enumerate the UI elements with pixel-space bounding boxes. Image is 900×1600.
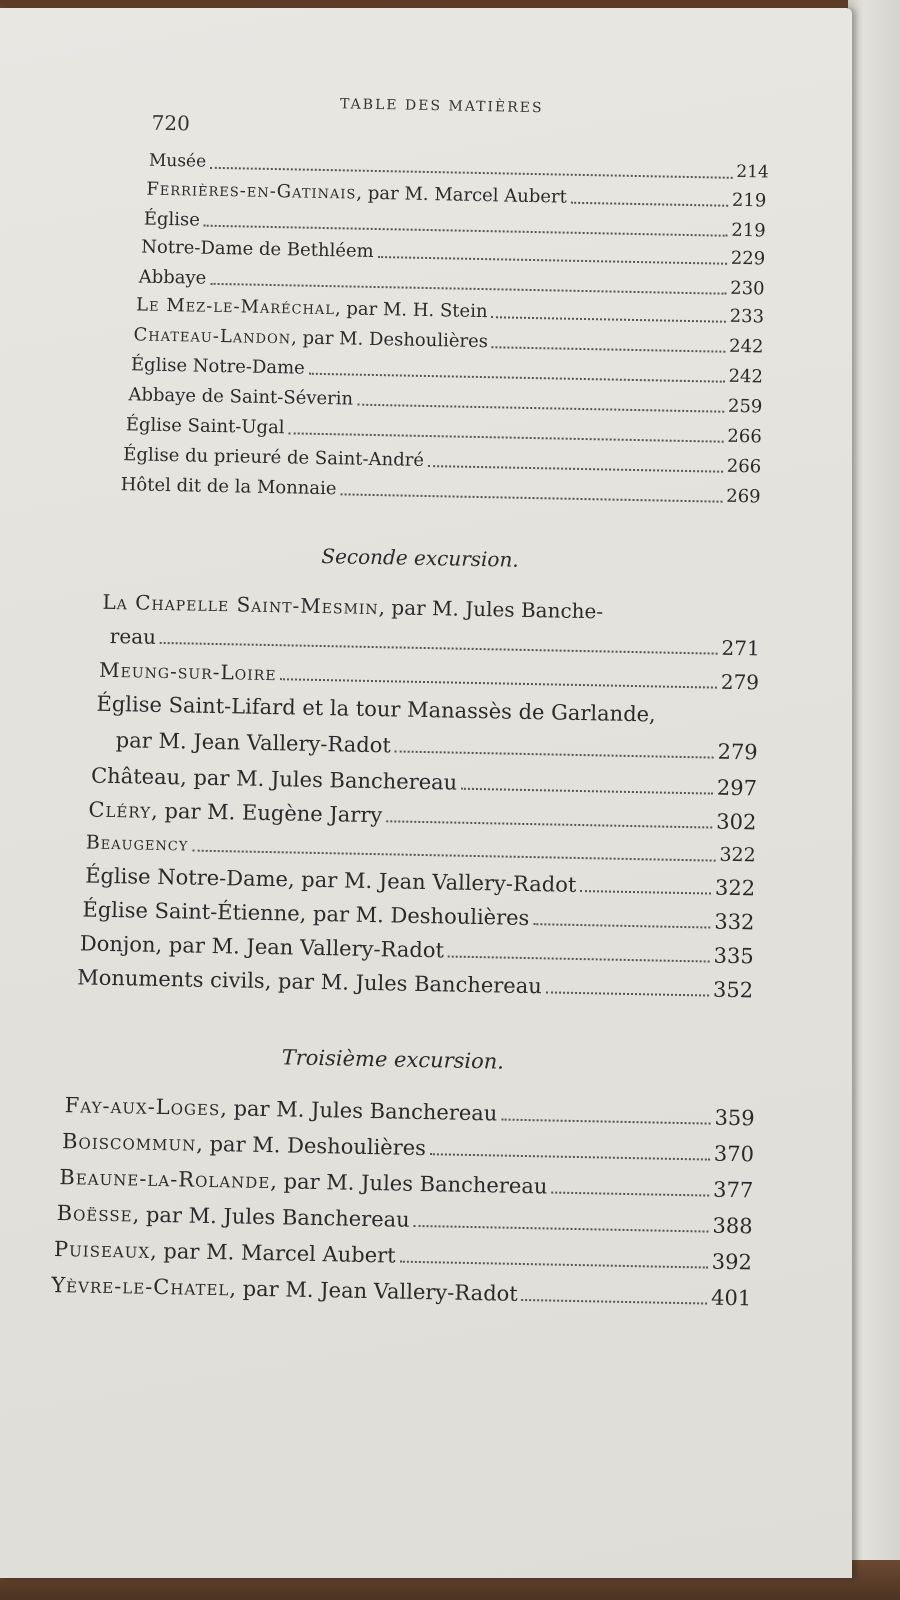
toc-entry-label: Église Notre-Dame <box>130 354 306 379</box>
toc-entry-label: Notre-Dame de Bethléem <box>141 236 374 262</box>
toc-entry-page: 279 <box>717 739 758 765</box>
toc-entry-page: 259 <box>727 395 763 418</box>
leader-dots <box>340 492 722 502</box>
toc-entry-page: 302 <box>716 809 757 835</box>
leader-dots <box>357 403 724 413</box>
toc-entry <box>51 1273 751 1310</box>
toc-entry-label: Église Saint-Étienne, par M. Deshoulières <box>82 897 530 931</box>
toc-entry-page: 269 <box>726 485 761 508</box>
page-number: 720 <box>151 110 191 136</box>
toc-entry-label: Abbaye de Saint-Séverin <box>128 384 354 410</box>
author-text: , par M. H. Stein <box>334 298 488 323</box>
toc-entry-label: Meung-sur-Loire <box>98 657 277 686</box>
author-text: , par M. Marcel Aubert <box>149 1238 396 1268</box>
toc-entry-page: 392 <box>711 1249 753 1275</box>
toc-entry-page: 359 <box>714 1105 755 1131</box>
leader-dots <box>533 922 710 928</box>
toc-entry <box>88 798 756 835</box>
leader-dots <box>461 786 713 794</box>
book-page <box>0 8 852 1578</box>
author-text: , par M. Jules Banchereau <box>132 1202 410 1232</box>
place-name: Puiseaux <box>53 1236 151 1263</box>
leader-dots <box>551 1190 709 1196</box>
author-text: , par M. Marcel Aubert <box>356 182 568 208</box>
toc-entry-label: Église du prieuré de Saint-André <box>123 444 425 471</box>
toc-entry-label: Monuments civils, par M. Jules Banchereau <box>77 965 543 999</box>
leader-dots <box>288 431 723 442</box>
toc-entry-page: 377 <box>712 1177 754 1203</box>
leader-dots <box>399 1259 707 1268</box>
toc-entry-label: Donjon, par M. Jean Vallery-Radot <box>79 931 445 963</box>
toc-entry-page: 219 <box>731 189 767 212</box>
toc-entry-page: 266 <box>726 455 762 478</box>
toc-entry <box>99 658 759 695</box>
toc-entry-page: 279 <box>720 669 760 695</box>
toc-entry <box>144 209 766 242</box>
toc-entry-page: 233 <box>729 305 765 328</box>
place-name: Yèvre-le-Chatel <box>51 1272 230 1301</box>
toc-entry <box>65 1093 755 1130</box>
toc-entry <box>85 864 755 901</box>
toc-entry-page: 242 <box>728 365 764 388</box>
toc-entry <box>77 965 753 1002</box>
toc-entry <box>128 384 762 417</box>
toc-entry-label: Abbaye <box>138 266 207 289</box>
toc-entry-page: 322 <box>714 875 756 901</box>
place-name: Chateau-Landon <box>133 324 292 349</box>
toc-entry <box>56 1201 752 1238</box>
place-name: La Chapelle Saint-Mesmin <box>102 589 379 620</box>
toc-entry-page: 335 <box>713 943 755 969</box>
leader-dots <box>491 315 725 322</box>
leader-dots <box>378 255 727 265</box>
toc-entry <box>121 474 761 507</box>
place-name: Fay-aux-Loges <box>64 1093 221 1121</box>
author-text: , par M. Eugène Jarry <box>150 798 383 828</box>
toc-entry <box>110 624 760 660</box>
toc-entry <box>139 266 765 299</box>
author-text: , par M. Deshoulières <box>290 327 489 353</box>
running-title: TABLE DES MATIÈRES <box>339 96 544 117</box>
place-name: Ferrières-en-Gatinais <box>146 178 357 204</box>
leader-dots <box>448 954 710 962</box>
place-name: Beaune-la-Rolande <box>59 1165 271 1194</box>
toc-entry-page: 297 <box>716 775 758 801</box>
toc-entry-page: 401 <box>710 1285 752 1311</box>
toc-entry <box>80 931 754 968</box>
place-name: Boiscommun <box>61 1129 197 1156</box>
toc-entry-page: 229 <box>730 247 766 270</box>
toc-entry-label: Église Saint-Ugal <box>125 414 285 439</box>
toc-entry <box>149 151 769 183</box>
toc-entry-line1: Église Saint-Lifard et la tour Manassès de Garlande, <box>96 691 656 727</box>
leader-dots <box>210 165 732 178</box>
toc-entry-label: Musée <box>148 150 207 172</box>
toc-entry <box>54 1237 752 1274</box>
place-name: Le Mez-le-Maréchal <box>135 294 336 320</box>
leader-dots <box>414 1223 709 1232</box>
toc-entry <box>86 832 756 867</box>
toc-entry-label: Église Notre-Dame, par M. Jean Vallery-Radot <box>84 863 577 897</box>
toc-entry-page: 230 <box>730 277 765 300</box>
place-name: Boësse <box>56 1201 133 1227</box>
toc-entry-label: Beaugency <box>85 831 189 856</box>
section-heading: Seconde excursion. <box>321 543 519 572</box>
toc-entry <box>131 354 763 387</box>
toc-entry-label: par M. Jean Vallery-Radot <box>115 728 392 758</box>
author-text: , par M. Jules Banchereau <box>220 1096 498 1126</box>
author-text: , par M. Deshoulières <box>196 1131 427 1161</box>
toc-entry <box>91 764 757 801</box>
toc-entry <box>136 294 764 327</box>
toc-entry <box>123 444 761 477</box>
toc-entry <box>133 324 763 357</box>
toc-entry-page: 271 <box>721 635 760 661</box>
leader-dots <box>204 224 728 237</box>
toc-entry <box>116 728 758 764</box>
toc-entry-page: 332 <box>714 909 755 935</box>
leader-dots <box>571 201 728 207</box>
leader-dots <box>546 990 709 996</box>
toc-entry <box>59 1165 753 1202</box>
leader-dots <box>580 889 711 895</box>
leader-dots <box>280 677 716 688</box>
leader-dots <box>192 848 715 861</box>
toc-entry-label: Église <box>143 208 201 231</box>
leader-dots <box>210 282 726 295</box>
toc-entry-page: 388 <box>712 1213 753 1239</box>
toc-entry-label: reau <box>109 623 157 649</box>
toc-entry <box>141 236 765 269</box>
toc-entry <box>62 1129 754 1166</box>
toc-entry <box>82 897 754 934</box>
leader-dots <box>501 1117 710 1124</box>
toc-entry-page: 352 <box>712 977 754 1003</box>
toc-entry <box>146 179 766 212</box>
author-text: , par M. Jules Banche- <box>378 595 604 624</box>
toc-entry-line1 <box>102 590 603 624</box>
toc-entry-page: 370 <box>713 1141 755 1167</box>
toc-entry-label: Hôtel dit de la Monnaie <box>120 474 337 500</box>
toc-entry-page: 242 <box>728 335 764 358</box>
toc-entry-page: 266 <box>727 425 762 448</box>
leader-dots <box>492 345 725 352</box>
next-page-edge <box>848 0 900 1600</box>
section-heading: Troisième excursion. <box>281 1045 505 1074</box>
toc-entry-page: 322 <box>719 843 756 867</box>
toc-entry <box>126 414 762 447</box>
place-name: Cléry <box>88 797 152 823</box>
toc-entry-page: 219 <box>731 219 766 242</box>
leader-dots <box>395 749 714 758</box>
toc-entry-label: Château, par M. Jules Banchereau <box>90 763 458 795</box>
leader-dots <box>522 1297 707 1304</box>
author-text: , par M. Jean Vallery-Radot <box>229 1276 518 1306</box>
leader-dots <box>430 1152 710 1160</box>
leader-dots <box>160 640 718 654</box>
leader-dots <box>309 372 725 383</box>
toc-entry-page: 214 <box>736 161 770 183</box>
author-text: , par M. Jules Banchereau <box>270 1169 548 1199</box>
leader-dots <box>428 464 723 473</box>
leader-dots <box>386 819 712 828</box>
